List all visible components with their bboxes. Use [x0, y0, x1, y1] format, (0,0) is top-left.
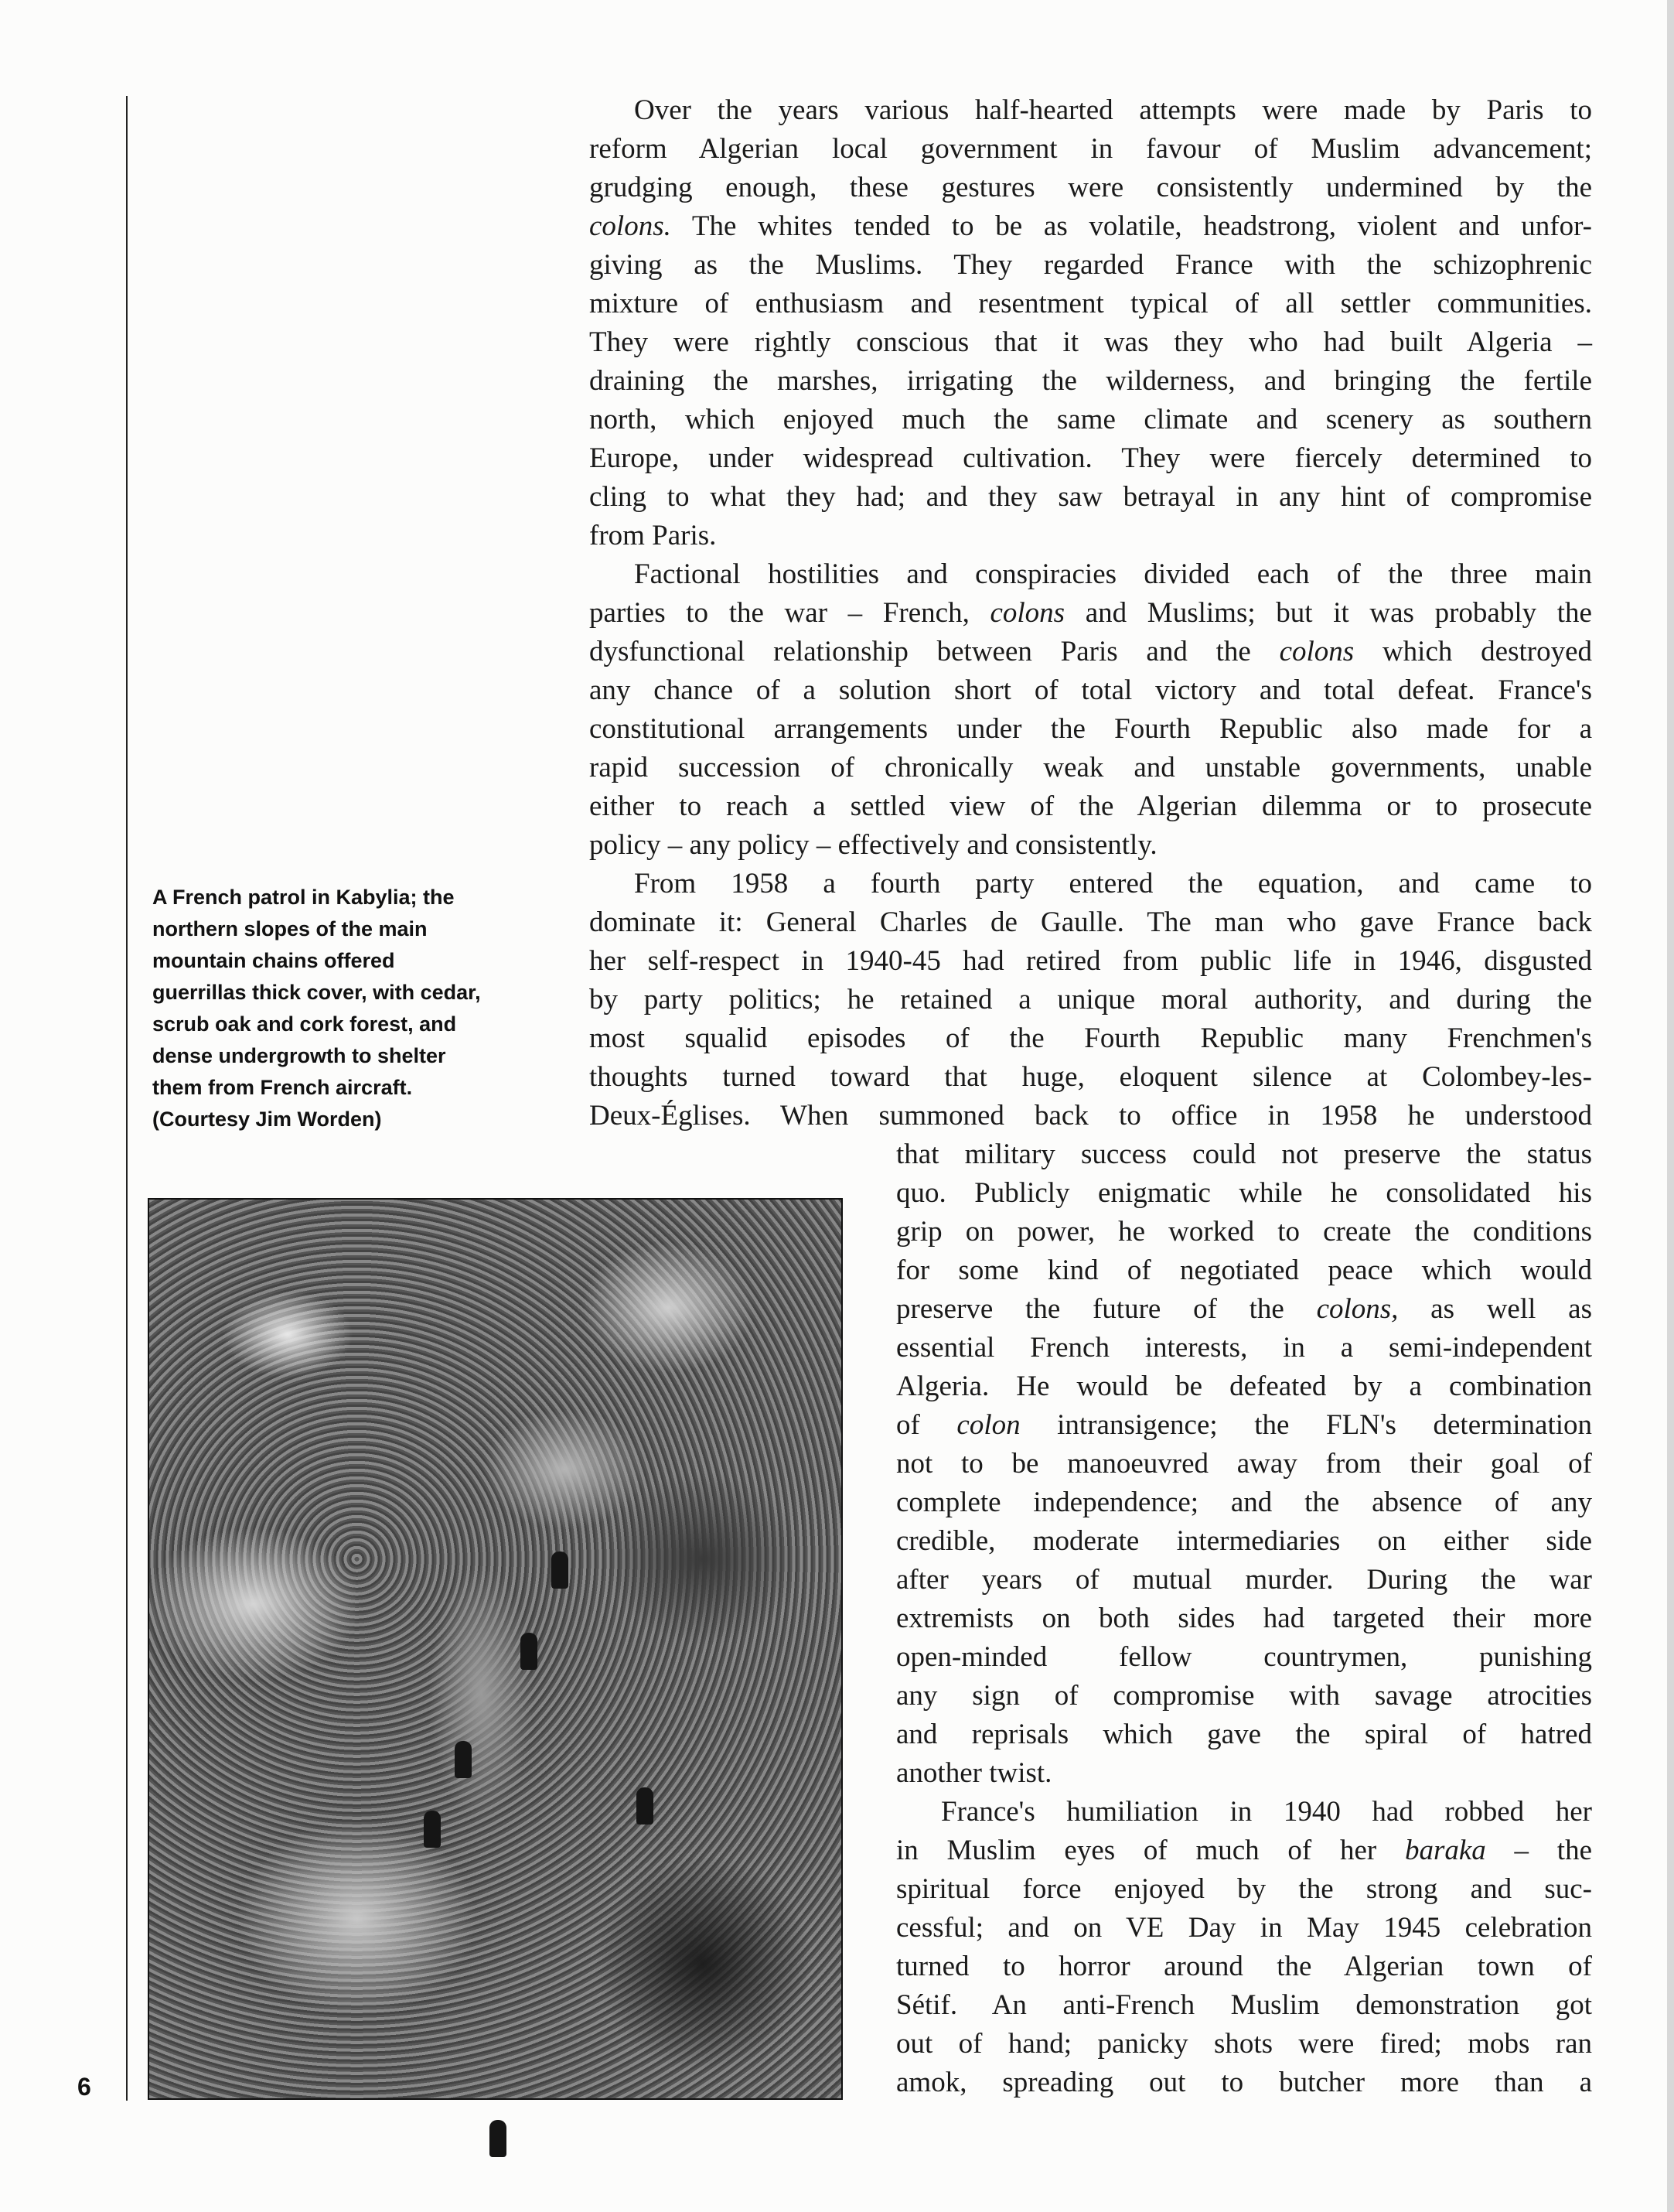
text-line [589, 207, 1592, 246]
text-line [589, 633, 1592, 671]
text-run: complete independence; and the absence of any [896, 1487, 1592, 1518]
soldier-figure [520, 1633, 537, 1670]
text-line [589, 555, 1592, 594]
photo-caption [152, 882, 539, 1135]
italic-term: baraka [1404, 1835, 1486, 1866]
text-run: as well as [1398, 1293, 1592, 1325]
text-run: – the [1485, 1835, 1593, 1866]
text-line [589, 517, 1592, 555]
text-run: that military success could not preserve the status [896, 1138, 1592, 1170]
text-line [589, 401, 1592, 439]
text-run: Factional hostilities and conspiracies divided each of the three main [634, 558, 1592, 590]
margin-rule [126, 96, 128, 2101]
text-line [589, 749, 1592, 787]
text-run: cling to what they had; and they saw betrayal in any hint of compromise [589, 481, 1592, 513]
text-run: another twist. [896, 1757, 1052, 1789]
text-run: reform Algerian local government in favour of Muslim advancement; [589, 133, 1592, 165]
text-line [896, 1831, 1592, 1870]
text-line [896, 1483, 1592, 1522]
text-line [896, 1522, 1592, 1561]
text-run: for some kind of negotiated peace which would [896, 1254, 1592, 1286]
text-run: essential French interests, in a semi-independent [896, 1332, 1592, 1364]
text-line [896, 1406, 1592, 1445]
text-line [896, 1367, 1592, 1406]
text-line [896, 1135, 1592, 1174]
text-run: which destroyed [1354, 636, 1592, 667]
text-run: not to be manoeuvred away from their goal of [896, 1448, 1592, 1480]
text-run: mixture of enthusiasm and resentment typical of all settler communities. [589, 288, 1592, 319]
caption-line: guerrillas thick cover, with cedar, [152, 981, 481, 1004]
text-run: Sétif. An anti-French Muslim demonstration got [896, 1989, 1592, 2021]
text-line [896, 1638, 1592, 1677]
text-line [896, 1754, 1592, 1793]
text-line [896, 2025, 1592, 2064]
text-run: extremists on both sides had targeted their more [896, 1603, 1592, 1634]
text-run: giving as the Muslims. They regarded France with the schizophrenic [589, 249, 1592, 281]
text-line [896, 1445, 1592, 1483]
text-line [589, 671, 1592, 710]
soldier-figure [424, 1811, 441, 1848]
text-run: grudging enough, these gestures were consistently undermined by the [589, 172, 1592, 203]
soldier-figure [551, 1551, 568, 1589]
caption-line: dense undergrowth to shelter [152, 1044, 446, 1067]
text-line [589, 439, 1592, 478]
text-run: spiritual force enjoyed by the strong and suc- [896, 1873, 1592, 1905]
text-run: quo. Publicly enigmatic while he consolidated his [896, 1177, 1592, 1209]
text-line [589, 246, 1592, 285]
text-line [589, 826, 1592, 865]
text-run: cessful; and on VE Day in May 1945 celebration [896, 1912, 1592, 1944]
text-line [589, 787, 1592, 826]
text-run: her self-respect in 1940-45 had retired from public life in 1946, disgusted [589, 945, 1592, 977]
text-line [589, 903, 1592, 942]
text-run: From 1958 a fourth party entered the equation, and came to [634, 868, 1592, 899]
text-run: thoughts turned toward that huge, eloquent silence at Colombey-les- [589, 1061, 1592, 1093]
text-run: in Muslim eyes of much of her [896, 1835, 1405, 1866]
text-run: and Muslims; but it was probably the [1065, 597, 1592, 629]
text-run: Over the years various half-hearted attempts were made by Paris to [634, 94, 1592, 126]
text-run: of [896, 1409, 957, 1441]
text-line [589, 130, 1592, 169]
text-run: Algeria. He would be defeated by a combination [896, 1371, 1592, 1402]
caption-line: A French patrol in Kabylia; the [152, 886, 455, 909]
text-run: They were rightly conscious that it was they who had built Algeria – [589, 326, 1592, 358]
text-run: from Paris. [589, 520, 717, 551]
text-line [896, 1986, 1592, 2025]
text-run: dysfunctional relationship between Paris and the [589, 636, 1280, 667]
text-run: intransigence; the FLN's determination [1020, 1409, 1593, 1441]
text-line [896, 1599, 1592, 1638]
text-run: any chance of a solution short of total victory and total defeat. France's [589, 674, 1592, 706]
text-line [896, 1677, 1592, 1715]
text-line [589, 865, 1592, 903]
text-line [896, 1947, 1592, 1986]
text-run: parties to the war – French, [589, 597, 990, 629]
caption-line: them from French aircraft. [152, 1076, 413, 1099]
text-line [896, 1174, 1592, 1213]
text-run: either to reach a settled view of the Algerian dilemma or to prosecute [589, 790, 1592, 822]
italic-term: colons. [589, 210, 671, 242]
text-run: by party politics; he retained a unique moral authority, and during the [589, 984, 1592, 1016]
page-number: 6 [77, 2073, 91, 2101]
italic-term: colons [1279, 636, 1355, 667]
text-line [896, 1213, 1592, 1251]
caption-line: (Courtesy Jim Worden) [152, 1108, 382, 1131]
text-line [589, 1097, 1592, 1135]
italic-term: colons, [1316, 1293, 1399, 1325]
text-line [896, 2064, 1592, 2102]
italic-term: colon [956, 1409, 1021, 1441]
text-line [896, 1329, 1592, 1367]
italic-term: colons [990, 597, 1065, 629]
text-run: policy – any policy – effectively and consistently. [589, 829, 1157, 861]
text-run: after years of mutual murder. During the war [896, 1564, 1592, 1596]
text-run: most squalid episodes of the Fourth Republic many Frenchmen's [589, 1022, 1592, 1054]
caption-line: northern slopes of the main [152, 917, 428, 940]
text-run: rapid succession of chronically weak and unstable governments, unable [589, 752, 1592, 783]
text-run: turned to horror around the Algerian town of [896, 1951, 1592, 1982]
text-run: north, which enjoyed much the same climate and scenery as southern [589, 404, 1592, 435]
text-line [589, 1019, 1592, 1058]
text-run: Deux-Églises. When summoned back to office in 1958 he understood [589, 1100, 1592, 1132]
text-line [589, 1058, 1592, 1097]
text-line [589, 91, 1592, 130]
text-run: out of hand; panicky shots were fired; mobs ran [896, 2028, 1592, 2060]
text-run: Europe, under widespread cultivation. They were fiercely determined to [589, 442, 1592, 474]
text-run: credible, moderate intermediaries on either side [896, 1525, 1592, 1557]
page-edge-shadow [1667, 0, 1674, 2212]
text-line [589, 362, 1592, 401]
text-run: and reprisals which gave the spiral of hatred [896, 1719, 1592, 1750]
text-line [589, 478, 1592, 517]
text-line [589, 594, 1592, 633]
text-line [589, 981, 1592, 1019]
text-run: any sign of compromise with savage atrocities [896, 1680, 1592, 1712]
text-line [896, 1793, 1592, 1831]
text-line [896, 1870, 1592, 1909]
text-line [589, 285, 1592, 323]
text-line [896, 1290, 1592, 1329]
text-run: preserve the future of the [896, 1293, 1317, 1325]
soldier-figure [489, 2120, 506, 2157]
text-run: constitutional arrangements under the Fourth Republic also made for a [589, 713, 1592, 745]
caption-line: scrub oak and cork forest, and [152, 1012, 457, 1036]
text-line [589, 169, 1592, 207]
text-run: The whites tended to be as volatile, headstrong, violent and unfor- [670, 210, 1592, 242]
text-run: open-minded fellow countrymen, punishing [896, 1641, 1592, 1673]
text-line [896, 1561, 1592, 1599]
text-line [896, 1909, 1592, 1947]
text-line [589, 942, 1592, 981]
text-line [896, 1715, 1592, 1754]
text-run: draining the marshes, irrigating the wilderness, and bringing the fertile [589, 365, 1592, 397]
text-line [896, 1251, 1592, 1290]
text-run: France's humiliation in 1940 had robbed her [941, 1796, 1592, 1828]
text-line [589, 710, 1592, 749]
text-run: amok, spreading out to butcher more than a [896, 2067, 1592, 2098]
body-text [589, 91, 1592, 2102]
text-line [589, 323, 1592, 362]
text-run: grip on power, he worked to create the conditions [896, 1216, 1592, 1248]
soldier-figure [455, 1741, 472, 1778]
caption-line: mountain chains offered [152, 949, 395, 972]
text-run: dominate it: General Charles de Gaulle. The man who gave France back [589, 906, 1592, 938]
